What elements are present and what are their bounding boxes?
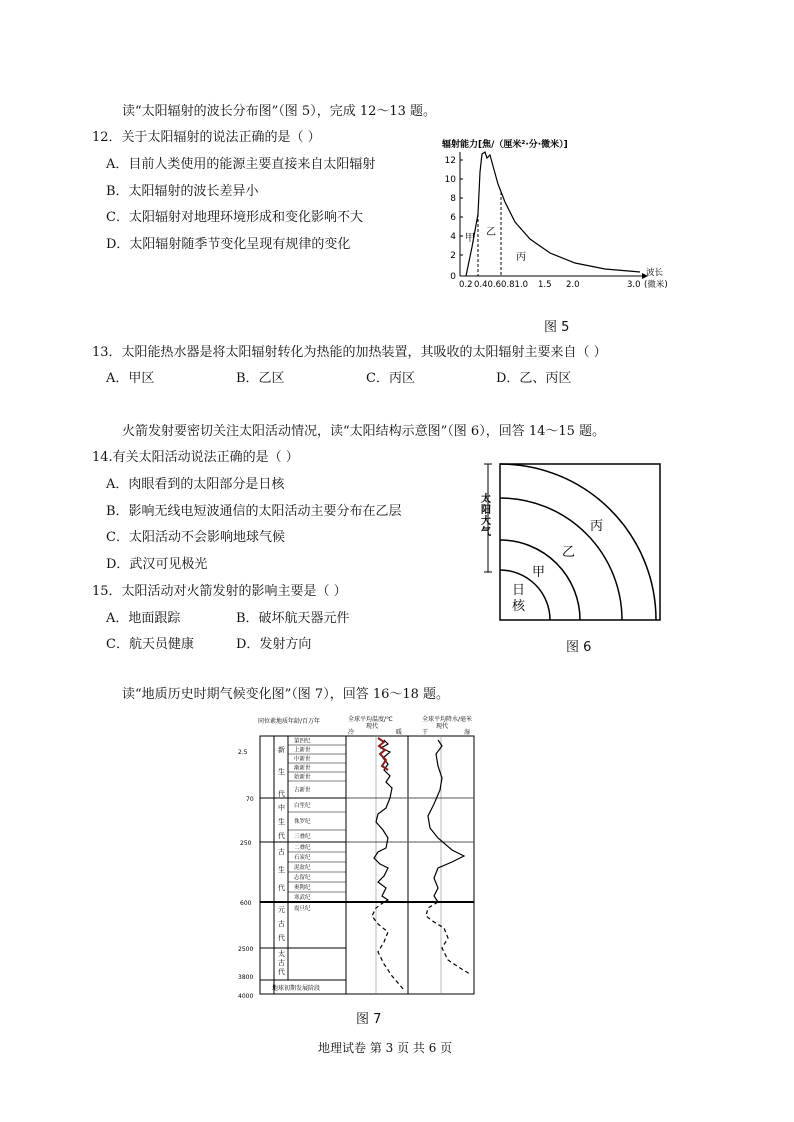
- fig7-precipitation-curve: [428, 740, 464, 902]
- fig7-period-label: 三叠纪: [294, 834, 311, 840]
- fig5-ytick: 8: [450, 194, 456, 204]
- q14-stem: 14.有关太阳活动说法正确的是（ ）: [92, 450, 299, 465]
- fig7-period-label: 上新世: [294, 747, 311, 754]
- fig6-caption: 图 6: [566, 640, 592, 655]
- fig5-ylabel: 辐射能力[焦/（厘米²·分·微米）]: [442, 140, 568, 150]
- fig7-period-label: 始新世: [294, 774, 311, 781]
- fig7-header-precip-wet: 湿: [464, 729, 471, 736]
- fig6-layer-yi: 乙: [562, 545, 576, 560]
- page-footer: 地理试卷 第 3 页 共 6 页: [318, 1041, 453, 1055]
- q12-option-a: A．目前人类使用的能源主要直接来自太阳辐射: [106, 157, 376, 172]
- fig7-age: 2500: [238, 946, 254, 953]
- fig7-period-label: 寒武纪: [294, 895, 311, 901]
- fig5-region-bing: 丙: [516, 252, 526, 263]
- fig5-xtick: 0.2: [459, 280, 473, 290]
- fig5-xlabel: 波长: [646, 268, 664, 278]
- fig7-age: 250: [240, 840, 252, 847]
- q13-stem: 13．太阳能热水器是将太阳辐射转化为热能的加热装置，其吸收的太阳辐射主要来自（ ）: [92, 345, 607, 360]
- fig5-xtick: 1.5: [538, 280, 552, 290]
- fig7-period-label: 二叠纪: [294, 845, 311, 851]
- intro-fig5: 读“太阳辐射的波长分布图”（图 5），完成 12～13 题。: [122, 104, 437, 119]
- fig7-period-label: 古新世: [294, 787, 311, 794]
- fig7-header-temp-warm: 暖: [396, 729, 403, 736]
- fig7-header-precip: 全球平均降水/毫米: [422, 716, 473, 723]
- fig7-period-label: 奥陶纪: [294, 885, 311, 891]
- fig7-header-precip-dry: 干: [422, 729, 429, 736]
- fig5-region-yi: 乙: [486, 227, 496, 238]
- q12-option-d: D．太阳辐射随季节变化呈现有规律的变化: [106, 237, 351, 252]
- q13-option-d: D．乙、丙区: [496, 371, 572, 386]
- fig7-age: 600: [240, 900, 252, 907]
- q15-stem: 15．太阳活动对火箭发射的影响主要是（ ）: [92, 584, 347, 599]
- figure-5-solar-radiation-chart: [430, 132, 670, 292]
- fig7-temperature-estimate: [372, 902, 404, 990]
- fig7-precipitation-estimate: [426, 902, 470, 974]
- fig6-atmosphere-text: 太阳大气: [481, 494, 491, 538]
- fig7-period-label: 渐新世: [294, 765, 311, 772]
- fig7-age: 4000: [238, 993, 254, 1000]
- fig5-xtick: 3.0: [627, 280, 641, 290]
- q13-option-a: A．甲区: [106, 371, 155, 386]
- fig5-ytick: 6: [450, 213, 456, 223]
- fig7-header-precip-sub: 现代: [436, 723, 449, 730]
- fig5-xlabel-unit: (微米): [644, 280, 668, 290]
- fig7-period-label: 泥盆纪: [294, 865, 311, 871]
- fig7-era-label: 元古代: [278, 906, 285, 942]
- figure-6-sun-structure: [476, 460, 666, 630]
- fig7-bottom-label: 地球初期发展阶段: [272, 985, 321, 992]
- fig7-header-temp-cold: 冷: [348, 729, 355, 736]
- q14-option-a: A．肉眼看到的太阳部分是日核: [106, 477, 285, 492]
- fig7-age: 3800: [238, 974, 254, 981]
- fig5-ytick: 2: [450, 251, 456, 261]
- q14-option-d: D．武汉可见极光: [106, 557, 208, 572]
- fig5-ytick: 10: [444, 175, 456, 185]
- figure-7-geologic-climate-chart: [238, 712, 488, 1000]
- fig7-header-temp: 全球平均温度/℃: [348, 716, 393, 723]
- fig7-period-label: 石炭纪: [294, 855, 311, 861]
- intro-fig6: 火箭发射要密切关注太阳活动情况，读“太阳结构示意图”（图 6），回答 14～15 题。: [122, 424, 606, 439]
- fig6-layer-jia: 甲: [532, 565, 546, 580]
- fig6-atmosphere-label: [481, 492, 492, 538]
- q15-option-a: A．地面跟踪: [106, 611, 181, 626]
- fig5-xtick: 2.0: [566, 280, 580, 290]
- q13-option-c: C．丙区: [366, 371, 415, 386]
- fig7-period-label: 第四纪: [294, 738, 311, 745]
- fig5-xtick: 0.40.60.81.0: [474, 280, 529, 290]
- fig5-radiation-curve: [466, 152, 640, 276]
- fig7-period-label: 侏罗纪: [294, 819, 311, 825]
- fig7-period-label: 中新世: [294, 756, 311, 763]
- fig6-core-text: 日核: [512, 583, 526, 614]
- fig7-period-label: 震旦纪: [294, 906, 311, 912]
- fig7-era-label: 新生代: [278, 746, 285, 798]
- q12-option-c: C．太阳辐射对地理环境形成和变化影响不大: [106, 210, 363, 225]
- fig7-caption: 图 7: [356, 1012, 382, 1027]
- q12-option-b: B．太阳辐射的波长差异小: [106, 184, 259, 199]
- fig7-header-age: 同位素地质年龄/百万年: [258, 718, 321, 725]
- fig7-era-label: 太古代: [278, 950, 285, 976]
- q14-option-b: B．影响无线电短波通信的太阳活动主要分布在乙层: [106, 504, 402, 519]
- q12-stem: 12．关于太阳辐射的说法正确的是（ ）: [92, 130, 321, 145]
- fig6-layer-bing: 丙: [590, 519, 604, 534]
- q15-option-b: B．破坏航天器元件: [236, 611, 350, 626]
- fig5-caption: 图 5: [544, 320, 570, 335]
- fig5-ytick: 12: [444, 156, 456, 166]
- q13-option-b: B．乙区: [236, 371, 285, 386]
- fig7-era-label: 中生代: [278, 804, 285, 840]
- fig6-core-label: [512, 583, 526, 614]
- fig5-ytick: 4: [450, 232, 456, 242]
- fig7-age: 2.5: [238, 749, 248, 756]
- intro-fig7: 读“地质历史时期气候变化图”（图 7），回答 16～18 题。: [122, 687, 450, 702]
- q15-option-c: C．航天员健康: [106, 637, 194, 652]
- fig7-period-label: 白垩纪: [294, 803, 311, 809]
- fig7-era-label: 古生代: [278, 848, 285, 892]
- fig5-region-jia: 甲: [465, 233, 475, 244]
- q14-option-c: C．太阳活动不会影响地球气候: [106, 530, 285, 545]
- fig7-period-label: 志留纪: [294, 875, 311, 881]
- fig7-frame: [260, 736, 474, 994]
- q15-option-d: D．发射方向: [236, 637, 312, 652]
- fig7-header-temp-sub: 现代: [366, 723, 379, 730]
- fig7-age: 70: [246, 796, 254, 803]
- fig5-ytick: 0: [450, 272, 456, 282]
